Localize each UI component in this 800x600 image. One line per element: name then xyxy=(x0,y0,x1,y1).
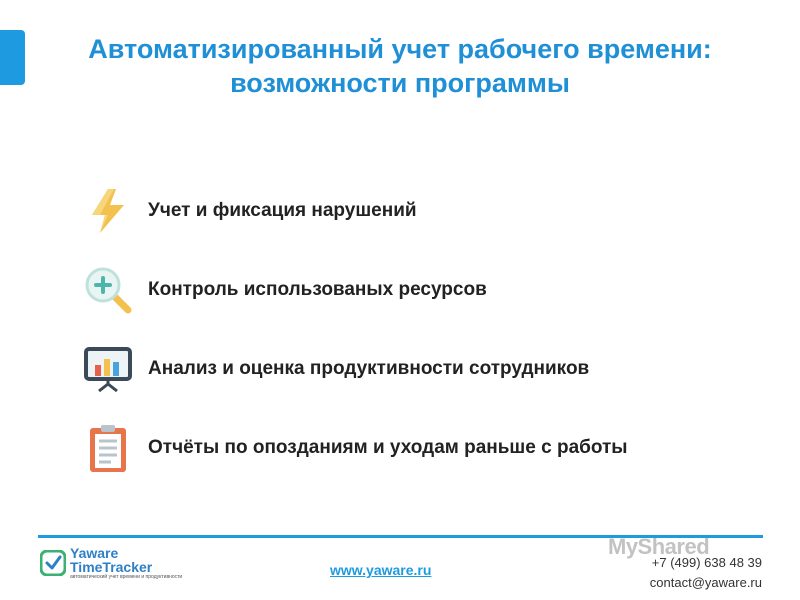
yaware-logo-icon xyxy=(40,550,66,576)
feature-label: Контроль использованых ресурсов xyxy=(148,279,487,300)
feature-item xyxy=(80,420,760,476)
feature-item xyxy=(80,341,760,397)
magnifier-plus-icon xyxy=(80,262,136,318)
logo-tagline: автоматический учет времени и продуктивности xyxy=(70,574,183,580)
lightning-icon xyxy=(80,183,136,239)
clipboard-report-icon xyxy=(80,420,136,476)
website-link[interactable]: www.yaware.ru xyxy=(330,562,432,578)
feature-label: Отчёты по опозданиям и уходам раньше с работы xyxy=(148,437,628,458)
feature-label: Учет и фиксация нарушений xyxy=(148,200,417,221)
feature-item xyxy=(80,262,760,318)
page-title xyxy=(0,32,800,100)
phone-number: +7 (499) 638 48 39 xyxy=(651,555,762,570)
email-address[interactable]: contact@yaware.ru xyxy=(649,575,762,590)
logo-brand-line-2: TimeTracker xyxy=(70,559,153,575)
company-logo xyxy=(40,546,210,590)
feature-item xyxy=(80,183,760,239)
title-line-2: возможности программы xyxy=(230,68,570,98)
watermark: MyShared xyxy=(608,534,710,559)
logo-brand-line-1: Yaware xyxy=(70,545,119,561)
feature-label: Анализ и оценка продуктивности сотрудников xyxy=(148,358,590,379)
title-line-1: Автоматизированный учет рабочего времени: xyxy=(88,34,712,64)
presentation-chart-icon xyxy=(80,341,136,397)
contact-info xyxy=(650,553,762,593)
